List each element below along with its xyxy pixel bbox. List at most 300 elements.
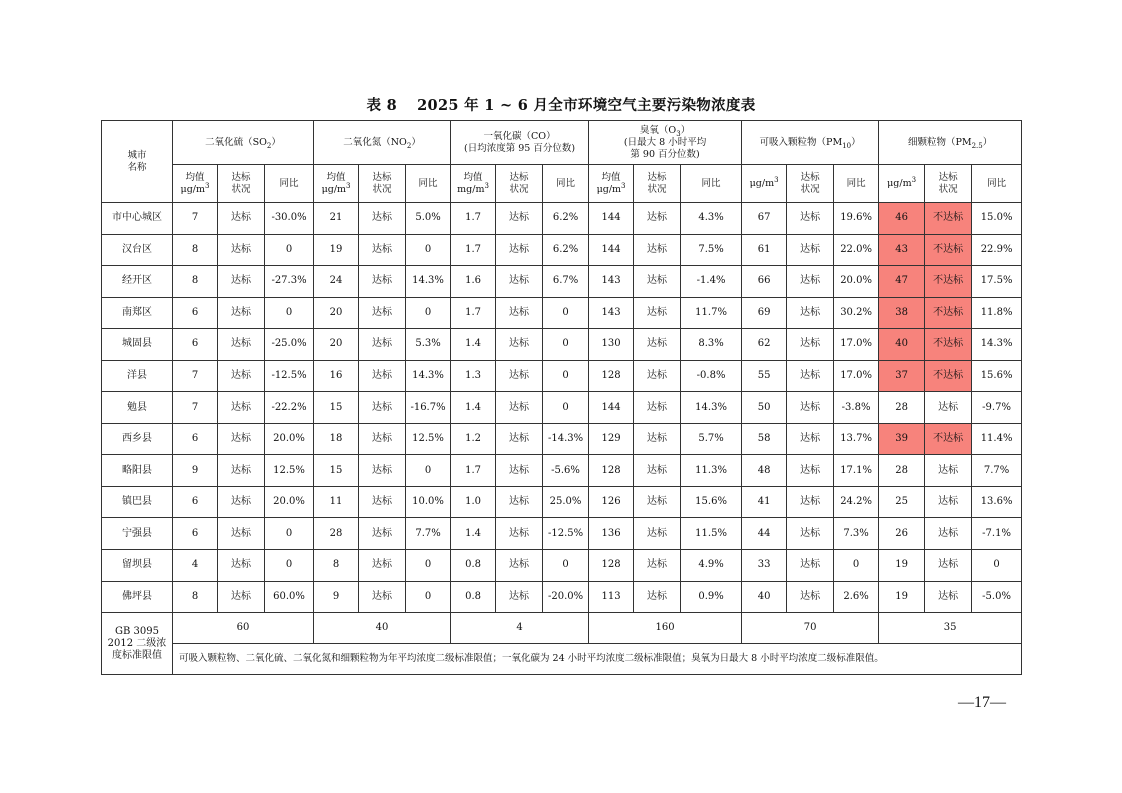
data-cell: 17.0% bbox=[834, 360, 879, 392]
header-subcol-9 bbox=[589, 165, 634, 203]
data-cell: 达标 bbox=[787, 581, 834, 613]
header-subcol-14 bbox=[834, 165, 879, 203]
data-cell: 达标 bbox=[359, 423, 406, 455]
header-subcol-3 bbox=[314, 165, 359, 203]
data-cell: 达标 bbox=[359, 360, 406, 392]
exceed-cell: 39 bbox=[879, 423, 925, 455]
data-cell: 126 bbox=[589, 486, 634, 518]
subcol-label: 达标 状况 bbox=[509, 171, 529, 195]
city-name: 西乡县 bbox=[102, 423, 173, 455]
data-cell: 24.2% bbox=[834, 486, 879, 518]
data-cell: 113 bbox=[589, 581, 634, 613]
data-cell: 22.9% bbox=[972, 234, 1022, 266]
standard-limit: 40 bbox=[314, 613, 451, 644]
city-name: 留坝县 bbox=[102, 550, 173, 582]
header-group-0 bbox=[173, 121, 314, 165]
data-cell: -0.8% bbox=[681, 360, 742, 392]
data-cell: 达标 bbox=[787, 486, 834, 518]
data-cell: -5.6% bbox=[543, 455, 589, 487]
standard-limit: 35 bbox=[879, 613, 1022, 644]
data-cell: 达标 bbox=[925, 581, 972, 613]
subcol-label: 达标 状况 bbox=[800, 171, 820, 195]
data-cell: 12.5% bbox=[265, 455, 314, 487]
data-cell: 11.4% bbox=[972, 423, 1022, 455]
city-name: 勉县 bbox=[102, 392, 173, 424]
data-cell: 达标 bbox=[496, 266, 543, 298]
data-cell: 1.7 bbox=[451, 203, 496, 235]
subcol-label: 均值 bbox=[326, 171, 346, 183]
pollutant-concentration-table bbox=[101, 120, 1022, 675]
header-subcol-12 bbox=[742, 165, 787, 203]
data-cell: 11.7% bbox=[681, 297, 742, 329]
exceed-cell: 不达标 bbox=[925, 203, 972, 235]
data-cell: 24 bbox=[314, 266, 359, 298]
data-cell: 25 bbox=[879, 486, 925, 518]
data-cell: 达标 bbox=[218, 360, 265, 392]
exceed-cell: 不达标 bbox=[925, 360, 972, 392]
table-row bbox=[102, 266, 1022, 298]
data-cell: 20 bbox=[314, 297, 359, 329]
data-cell: 达标 bbox=[496, 329, 543, 361]
data-cell: 19 bbox=[879, 581, 925, 613]
data-cell: 达标 bbox=[218, 486, 265, 518]
subcol-unit: μg/m bbox=[749, 177, 775, 189]
data-cell: 66 bbox=[742, 266, 787, 298]
data-cell: 55 bbox=[742, 360, 787, 392]
data-cell: 0 bbox=[406, 297, 451, 329]
data-cell: 0 bbox=[406, 234, 451, 266]
data-cell: 26 bbox=[879, 518, 925, 550]
header-subcol-0 bbox=[173, 165, 218, 203]
city-name: 汉台区 bbox=[102, 234, 173, 266]
table-row bbox=[102, 297, 1022, 329]
subcol-label: 同比 bbox=[418, 177, 438, 189]
standard-limit: 70 bbox=[742, 613, 879, 644]
data-cell: 达标 bbox=[496, 486, 543, 518]
subcol-label: 达标 状况 bbox=[372, 171, 392, 195]
data-cell: 16 bbox=[314, 360, 359, 392]
subcol-unit-exp: 3 bbox=[346, 181, 351, 190]
header-group-name: 二氧化硫（SO bbox=[205, 136, 267, 148]
data-cell: 达标 bbox=[496, 550, 543, 582]
data-cell: 达标 bbox=[218, 550, 265, 582]
data-cell: 达标 bbox=[634, 203, 681, 235]
data-cell: 144 bbox=[589, 392, 634, 424]
data-cell: 达标 bbox=[925, 550, 972, 582]
data-cell: 达标 bbox=[634, 360, 681, 392]
data-cell: 14.3% bbox=[681, 392, 742, 424]
table-row bbox=[102, 360, 1022, 392]
data-cell: 达标 bbox=[634, 392, 681, 424]
data-cell: 6.7% bbox=[543, 266, 589, 298]
data-cell: 0 bbox=[972, 550, 1022, 582]
data-cell: 9 bbox=[173, 455, 218, 487]
header-subcol-5 bbox=[406, 165, 451, 203]
data-cell: 14.3% bbox=[972, 329, 1022, 361]
data-cell: 1.3 bbox=[451, 360, 496, 392]
data-cell: 0 bbox=[406, 455, 451, 487]
data-cell: 达标 bbox=[634, 486, 681, 518]
data-cell: 19.6% bbox=[834, 203, 879, 235]
data-cell: 69 bbox=[742, 297, 787, 329]
data-cell: 48 bbox=[742, 455, 787, 487]
data-cell: 11.3% bbox=[681, 455, 742, 487]
data-cell: 17.0% bbox=[834, 329, 879, 361]
data-cell: 达标 bbox=[634, 297, 681, 329]
data-cell: -14.3% bbox=[543, 423, 589, 455]
data-cell: 6 bbox=[173, 297, 218, 329]
data-cell: 达标 bbox=[218, 297, 265, 329]
table-title: 表 8 2025 年 1 ~ 6 月全市环境空气主要污染物浓度表 bbox=[366, 97, 756, 114]
data-cell: 达标 bbox=[787, 518, 834, 550]
exceed-cell: 47 bbox=[879, 266, 925, 298]
data-cell: 达标 bbox=[787, 266, 834, 298]
data-cell: 28 bbox=[879, 455, 925, 487]
data-cell: 20.0% bbox=[834, 266, 879, 298]
data-cell: 13.6% bbox=[972, 486, 1022, 518]
data-cell: -12.5% bbox=[543, 518, 589, 550]
data-cell: 28 bbox=[879, 392, 925, 424]
header-subcol-16 bbox=[925, 165, 972, 203]
exceed-cell: 37 bbox=[879, 360, 925, 392]
header-group-3 bbox=[589, 121, 742, 165]
header-group-2 bbox=[451, 121, 589, 165]
data-cell: 达标 bbox=[359, 550, 406, 582]
exceed-cell: 40 bbox=[879, 329, 925, 361]
data-cell: 4.3% bbox=[681, 203, 742, 235]
data-cell: 达标 bbox=[787, 392, 834, 424]
subcol-label: 达标 状况 bbox=[938, 171, 958, 195]
data-cell: -7.1% bbox=[972, 518, 1022, 550]
data-cell: 达标 bbox=[634, 550, 681, 582]
standard-note: 可吸入颗粒物、二氧化硫、二氧化氮和细颗粒物为年平均浓度二级标准限值；一氧化碳为 24 小时平均浓度二级标准限值；臭氧为日最大 8 小时平均浓度二级标准限值。 bbox=[173, 644, 1022, 675]
data-cell: 达标 bbox=[359, 203, 406, 235]
table-row bbox=[102, 455, 1022, 487]
data-cell: 6 bbox=[173, 329, 218, 361]
data-cell: 128 bbox=[589, 455, 634, 487]
data-cell: 28 bbox=[314, 518, 359, 550]
header-subcol-8 bbox=[543, 165, 589, 203]
data-cell: 达标 bbox=[925, 486, 972, 518]
data-cell: 18 bbox=[314, 423, 359, 455]
data-cell: 0 bbox=[265, 550, 314, 582]
data-cell: 达标 bbox=[496, 455, 543, 487]
exceed-cell: 不达标 bbox=[925, 234, 972, 266]
header-group-tail: ） bbox=[680, 124, 691, 136]
data-cell: 143 bbox=[589, 266, 634, 298]
data-cell: 6 bbox=[173, 518, 218, 550]
data-cell: -22.2% bbox=[265, 392, 314, 424]
city-name: 城固县 bbox=[102, 329, 173, 361]
data-cell: 达标 bbox=[496, 392, 543, 424]
data-cell: 达标 bbox=[218, 266, 265, 298]
data-cell: 14.3% bbox=[406, 360, 451, 392]
data-cell: 143 bbox=[589, 297, 634, 329]
header-row-groups bbox=[102, 121, 1022, 165]
data-cell: 达标 bbox=[359, 266, 406, 298]
data-cell: 17.1% bbox=[834, 455, 879, 487]
data-cell: 129 bbox=[589, 423, 634, 455]
data-cell: 达标 bbox=[634, 266, 681, 298]
data-cell: 达标 bbox=[634, 581, 681, 613]
header-subcol-17 bbox=[972, 165, 1022, 203]
header-group-subscript: 2 bbox=[266, 141, 272, 150]
data-cell: 达标 bbox=[218, 518, 265, 550]
data-cell: 9 bbox=[314, 581, 359, 613]
data-cell: 达标 bbox=[787, 423, 834, 455]
data-cell: 61 bbox=[742, 234, 787, 266]
data-cell: 0 bbox=[265, 518, 314, 550]
data-cell: 达标 bbox=[925, 518, 972, 550]
subcol-unit: μg/m bbox=[887, 177, 912, 189]
exceed-cell: 不达标 bbox=[925, 423, 972, 455]
city-name: 佛坪县 bbox=[102, 581, 173, 613]
data-cell: 7.7% bbox=[406, 518, 451, 550]
data-cell: 144 bbox=[589, 203, 634, 235]
data-cell: 6.2% bbox=[543, 234, 589, 266]
data-cell: 11.8% bbox=[972, 297, 1022, 329]
standard-limit: 160 bbox=[589, 613, 742, 644]
subcol-unit-exp: 3 bbox=[911, 175, 917, 184]
data-cell: -12.5% bbox=[265, 360, 314, 392]
subcol-unit-exp: 3 bbox=[621, 181, 626, 190]
header-subcol-13 bbox=[787, 165, 834, 203]
data-cell: 1.6 bbox=[451, 266, 496, 298]
data-cell: 达标 bbox=[787, 455, 834, 487]
data-cell: 7 bbox=[173, 392, 218, 424]
header-group-tail: ） bbox=[851, 136, 861, 148]
data-cell: 达标 bbox=[218, 234, 265, 266]
data-cell: 4.9% bbox=[681, 550, 742, 582]
header-group-1 bbox=[314, 121, 451, 165]
data-cell: 0.8 bbox=[451, 581, 496, 613]
header-group-name: 细颗粒物（PM bbox=[907, 136, 972, 148]
header-subcol-10 bbox=[634, 165, 681, 203]
data-cell: 7.7% bbox=[972, 455, 1022, 487]
data-cell: 20.0% bbox=[265, 423, 314, 455]
data-cell: 10.0% bbox=[406, 486, 451, 518]
city-name: 略阳县 bbox=[102, 455, 173, 487]
exceed-cell: 不达标 bbox=[925, 329, 972, 361]
data-cell: 达标 bbox=[634, 329, 681, 361]
data-cell: 0 bbox=[406, 581, 451, 613]
data-cell: 0 bbox=[543, 329, 589, 361]
city-name: 南郑区 bbox=[102, 297, 173, 329]
data-cell: 20 bbox=[314, 329, 359, 361]
table-row bbox=[102, 423, 1022, 455]
subcol-unit-exp: 3 bbox=[774, 175, 779, 184]
data-cell: 达标 bbox=[359, 455, 406, 487]
data-cell: 达标 bbox=[359, 518, 406, 550]
data-cell: 8 bbox=[173, 581, 218, 613]
data-cell: 0 bbox=[265, 234, 314, 266]
exceed-cell: 46 bbox=[879, 203, 925, 235]
data-cell: 0 bbox=[543, 360, 589, 392]
standard-note-row bbox=[102, 644, 1022, 675]
data-cell: 0 bbox=[543, 550, 589, 582]
data-cell: 达标 bbox=[359, 234, 406, 266]
data-cell: 60.0% bbox=[265, 581, 314, 613]
header-group-subscript: 2 bbox=[406, 141, 412, 150]
data-cell: 达标 bbox=[787, 550, 834, 582]
data-cell: 达标 bbox=[496, 297, 543, 329]
data-cell: 0 bbox=[543, 297, 589, 329]
header-group-note: (日均浓度第 95 百分位数) bbox=[464, 142, 576, 154]
data-cell: 17.5% bbox=[972, 266, 1022, 298]
city-name: 洋县 bbox=[102, 360, 173, 392]
data-cell: 8.3% bbox=[681, 329, 742, 361]
data-cell: 达标 bbox=[634, 518, 681, 550]
data-cell: 4 bbox=[173, 550, 218, 582]
header-group-subscript: 10 bbox=[842, 141, 852, 150]
data-cell: 128 bbox=[589, 360, 634, 392]
data-cell: 5.0% bbox=[406, 203, 451, 235]
data-cell: 13.7% bbox=[834, 423, 879, 455]
data-cell: 达标 bbox=[218, 423, 265, 455]
data-cell: 0 bbox=[265, 297, 314, 329]
data-cell: 20.0% bbox=[265, 486, 314, 518]
data-cell: 6 bbox=[173, 486, 218, 518]
subcol-label: 达标 状况 bbox=[647, 171, 667, 195]
data-cell: 25.0% bbox=[543, 486, 589, 518]
subcol-label: 达标 状况 bbox=[231, 171, 251, 195]
data-cell: 1.7 bbox=[451, 297, 496, 329]
subcol-unit-exp: 3 bbox=[205, 181, 210, 190]
data-cell: 33 bbox=[742, 550, 787, 582]
standard-row bbox=[102, 613, 1022, 644]
data-cell: -20.0% bbox=[543, 581, 589, 613]
subcol-label: 同比 bbox=[846, 177, 866, 189]
data-cell: 达标 bbox=[787, 329, 834, 361]
data-cell: 达标 bbox=[787, 360, 834, 392]
data-cell: 8 bbox=[173, 234, 218, 266]
header-group-tail: ） bbox=[411, 136, 421, 148]
header-group-subscript: 3 bbox=[676, 129, 681, 138]
data-cell: 达标 bbox=[359, 329, 406, 361]
data-cell: 7.3% bbox=[834, 518, 879, 550]
data-cell: 7 bbox=[173, 203, 218, 235]
data-cell: 7.5% bbox=[681, 234, 742, 266]
data-cell: 达标 bbox=[359, 392, 406, 424]
data-cell: 0 bbox=[406, 550, 451, 582]
header-subcol-4 bbox=[359, 165, 406, 203]
data-cell: 1.7 bbox=[451, 234, 496, 266]
data-cell: 达标 bbox=[634, 455, 681, 487]
subcol-unit-exp: 3 bbox=[484, 181, 489, 190]
subcol-label: 均值 bbox=[463, 171, 483, 183]
subcol-label: 同比 bbox=[279, 177, 299, 189]
data-cell: 11 bbox=[314, 486, 359, 518]
data-cell: -3.8% bbox=[834, 392, 879, 424]
subcol-label: 同比 bbox=[701, 177, 721, 189]
data-cell: 144 bbox=[589, 234, 634, 266]
exceed-cell: 不达标 bbox=[925, 297, 972, 329]
data-cell: -5.0% bbox=[972, 581, 1022, 613]
data-cell: 达标 bbox=[787, 297, 834, 329]
header-subcol-15 bbox=[879, 165, 925, 203]
data-cell: 达标 bbox=[359, 581, 406, 613]
header-group-name: 一氧化碳（CO） bbox=[483, 130, 556, 142]
data-cell: 136 bbox=[589, 518, 634, 550]
data-cell: 达标 bbox=[496, 518, 543, 550]
header-subcol-6 bbox=[451, 165, 496, 203]
data-cell: 达标 bbox=[359, 297, 406, 329]
data-cell: 14.3% bbox=[406, 266, 451, 298]
header-subcol-2 bbox=[265, 165, 314, 203]
data-cell: 达标 bbox=[787, 203, 834, 235]
data-cell: 11.5% bbox=[681, 518, 742, 550]
city-name: 镇巴县 bbox=[102, 486, 173, 518]
data-cell: 19 bbox=[879, 550, 925, 582]
data-cell: 67 bbox=[742, 203, 787, 235]
data-cell: 40 bbox=[742, 581, 787, 613]
data-cell: 12.5% bbox=[406, 423, 451, 455]
data-cell: -25.0% bbox=[265, 329, 314, 361]
data-cell: -30.0% bbox=[265, 203, 314, 235]
data-cell: 128 bbox=[589, 550, 634, 582]
table-row bbox=[102, 392, 1022, 424]
data-cell: -16.7% bbox=[406, 392, 451, 424]
data-cell: 19 bbox=[314, 234, 359, 266]
header-group-name: 可吸入颗粒物（PM bbox=[759, 136, 843, 148]
data-cell: 1.2 bbox=[451, 423, 496, 455]
exceed-cell: 38 bbox=[879, 297, 925, 329]
city-name: 经开区 bbox=[102, 266, 173, 298]
data-cell: 1.0 bbox=[451, 486, 496, 518]
exceed-cell: 不达标 bbox=[925, 266, 972, 298]
data-cell: 15.6% bbox=[972, 360, 1022, 392]
data-cell: 58 bbox=[742, 423, 787, 455]
data-cell: 8 bbox=[314, 550, 359, 582]
header-group-5 bbox=[879, 121, 1022, 165]
data-cell: 达标 bbox=[218, 329, 265, 361]
subcol-label: 均值 bbox=[185, 171, 205, 183]
standard-limit: 60 bbox=[173, 613, 314, 644]
data-cell: 15.0% bbox=[972, 203, 1022, 235]
data-cell: 达标 bbox=[787, 234, 834, 266]
subcol-unit: μg/m bbox=[596, 183, 622, 195]
header-city: 城市 名称 bbox=[102, 121, 173, 203]
data-cell: 达标 bbox=[496, 234, 543, 266]
header-group-name: 臭氧（O bbox=[639, 124, 677, 136]
data-cell: -27.3% bbox=[265, 266, 314, 298]
page-number: —17— bbox=[958, 694, 1006, 711]
exceed-cell: 43 bbox=[879, 234, 925, 266]
data-cell: 22.0% bbox=[834, 234, 879, 266]
subcol-label: 同比 bbox=[987, 177, 1007, 189]
data-cell: 15.6% bbox=[681, 486, 742, 518]
data-cell: 1.7 bbox=[451, 455, 496, 487]
data-cell: 7 bbox=[173, 360, 218, 392]
data-cell: 0.8 bbox=[451, 550, 496, 582]
table-row bbox=[102, 550, 1022, 582]
data-cell: 130 bbox=[589, 329, 634, 361]
data-cell: 8 bbox=[173, 266, 218, 298]
data-cell: 达标 bbox=[634, 234, 681, 266]
subcol-unit: μg/m bbox=[180, 183, 205, 195]
data-cell: 5.7% bbox=[681, 423, 742, 455]
data-cell: -9.7% bbox=[972, 392, 1022, 424]
table-row bbox=[102, 234, 1022, 266]
header-group-note: (日最大 8 小时平均 第 90 百分位数) bbox=[623, 136, 707, 160]
city-name: 市中心城区 bbox=[102, 203, 173, 235]
data-cell: 6.2% bbox=[543, 203, 589, 235]
data-cell: 达标 bbox=[925, 392, 972, 424]
data-cell: 达标 bbox=[218, 203, 265, 235]
data-cell: 达标 bbox=[634, 423, 681, 455]
data-cell: 15 bbox=[314, 392, 359, 424]
data-cell: 5.3% bbox=[406, 329, 451, 361]
